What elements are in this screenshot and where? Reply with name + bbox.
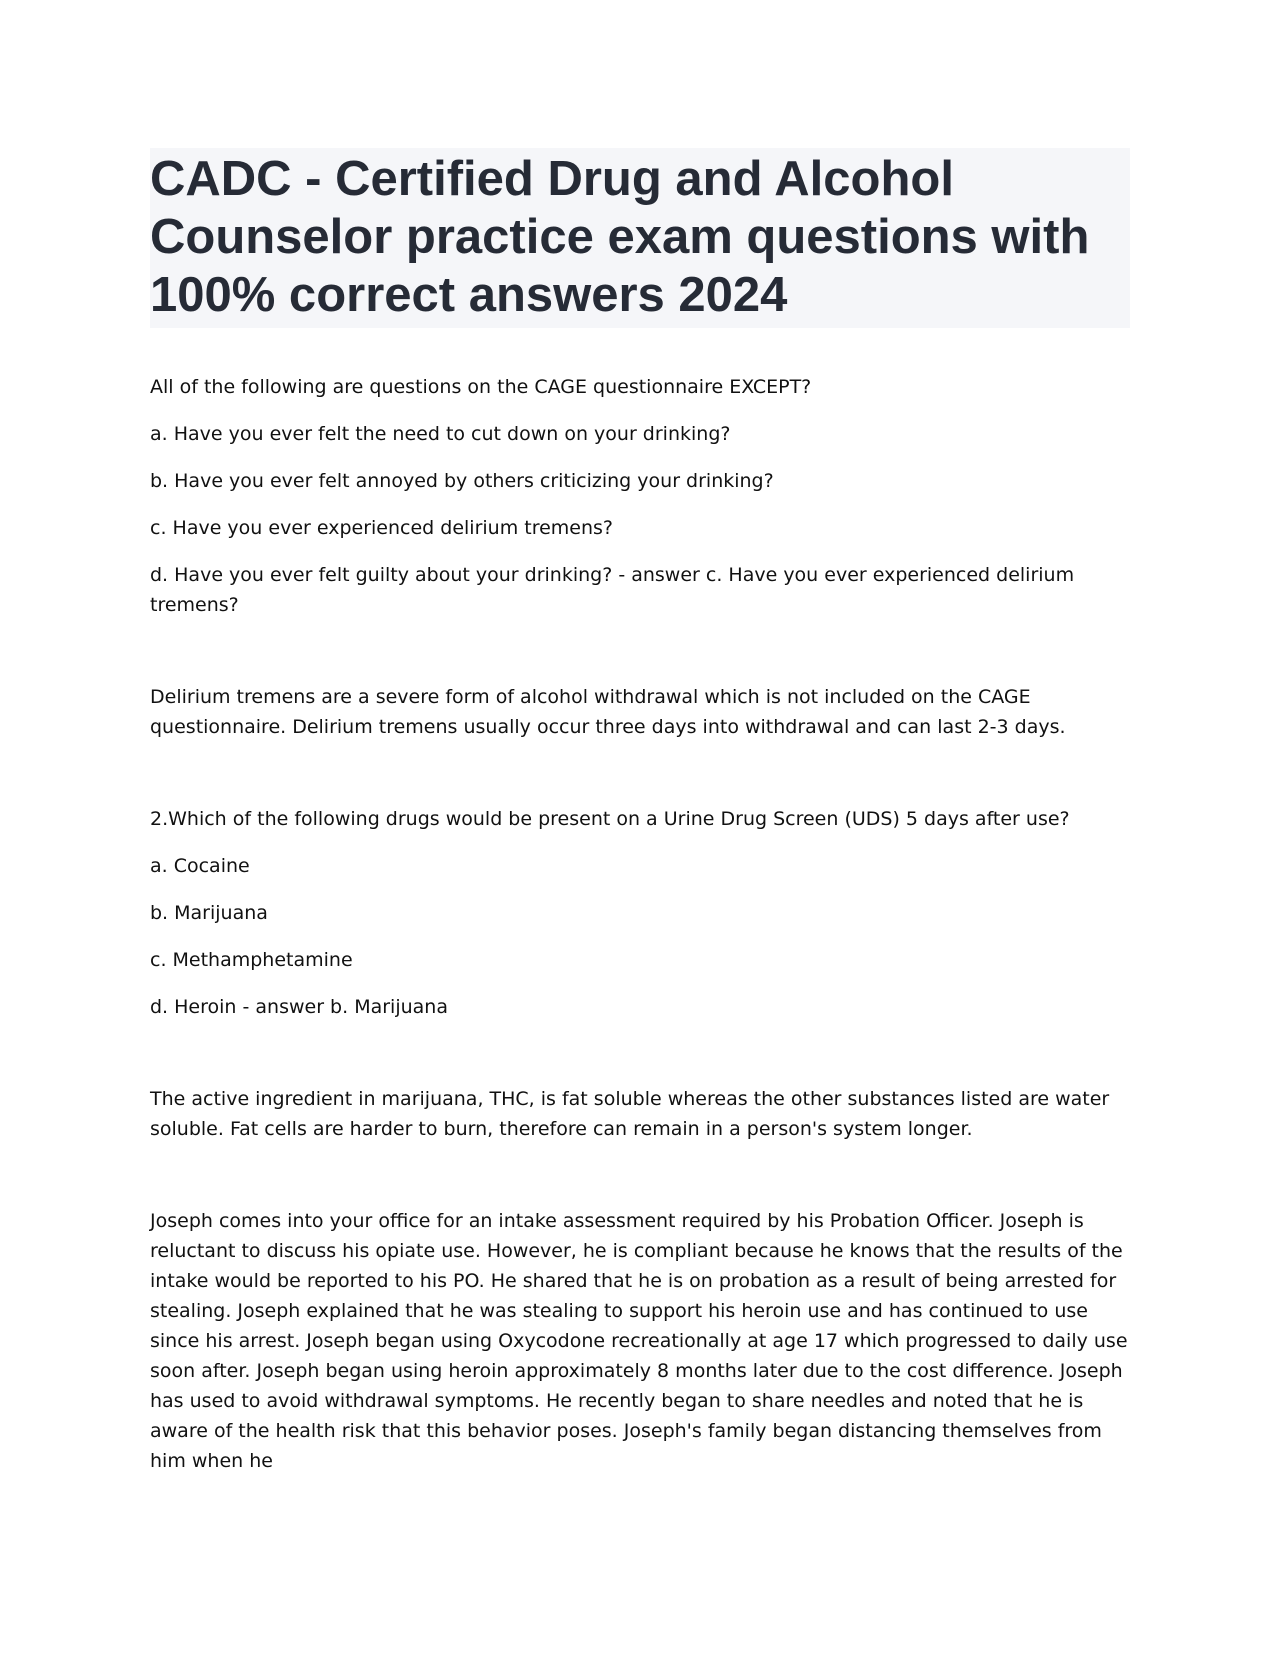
question-2: 2.Which of the following drugs would be present on a Urine Drug Screen (UDS) 5 days after use? (150, 808, 1070, 830)
question-2-option-b: b. Marijuana (150, 902, 268, 924)
case-study-paragraph: Joseph comes into your office for an intake assessment required by his Probation Officer. Joseph is reluctant to discuss his opiate use. However, he is compliant because he knows that the results of the intake would be reported to his PO. He shared that he is on probation as a result of being arrested for stealing. Joseph explained that he was stealing to support his heroin use and has continued to use since his arrest. Joseph began using Oxycodone recreationally at age 17 which progressed to daily use soon after. Joseph began using heroin approximately 8 months later due to the cost difference. Joseph has used to avoid withdrawal symptoms. He recently began to share needles and noted that he is aware of the health risk that this behavior poses. Joseph's family began distancing themselves from him when he (150, 1210, 1128, 1472)
question-2-option-c: c. Methamphetamine (150, 949, 353, 971)
question-1-option-a: a. Have you ever felt the need to cut down on your drinking? (150, 423, 731, 445)
document-title: CADC - Certified Drug and Alcohol Counselor practice exam questions with 100% correct answers 2024 (150, 152, 1090, 322)
question-1-option-b: b. Have you ever felt annoyed by others criticizing your drinking? (150, 470, 774, 492)
question-2-option-d-answer: d. Heroin - answer b. Marijuana (150, 996, 448, 1018)
question-2-option-a: a. Cocaine (150, 855, 250, 877)
title-block (150, 148, 1130, 328)
document-page (150, 148, 1130, 1493)
question-1-option-c: c. Have you ever experienced delirium tremens? (150, 517, 614, 539)
question-1: All of the following are questions on the CAGE questionnaire EXCEPT? (150, 376, 812, 398)
question-1-option-d-answer: d. Have you ever felt guilty about your drinking? - answer c. Have you ever experienced delirium tremens? (150, 564, 1075, 616)
question-2-explanation: The active ingredient in marijuana, THC, is fat soluble whereas the other substances listed are water soluble. Fat cells are harder to burn, therefore can remain in a person's system longer. (150, 1088, 1110, 1140)
question-1-explanation: Delirium tremens are a severe form of alcohol withdrawal which is not included on the CAGE questionnaire. Delirium tremens usually occur three days into withdrawal and can last 2-3 days. (150, 686, 1066, 738)
document-body (150, 372, 1130, 1476)
